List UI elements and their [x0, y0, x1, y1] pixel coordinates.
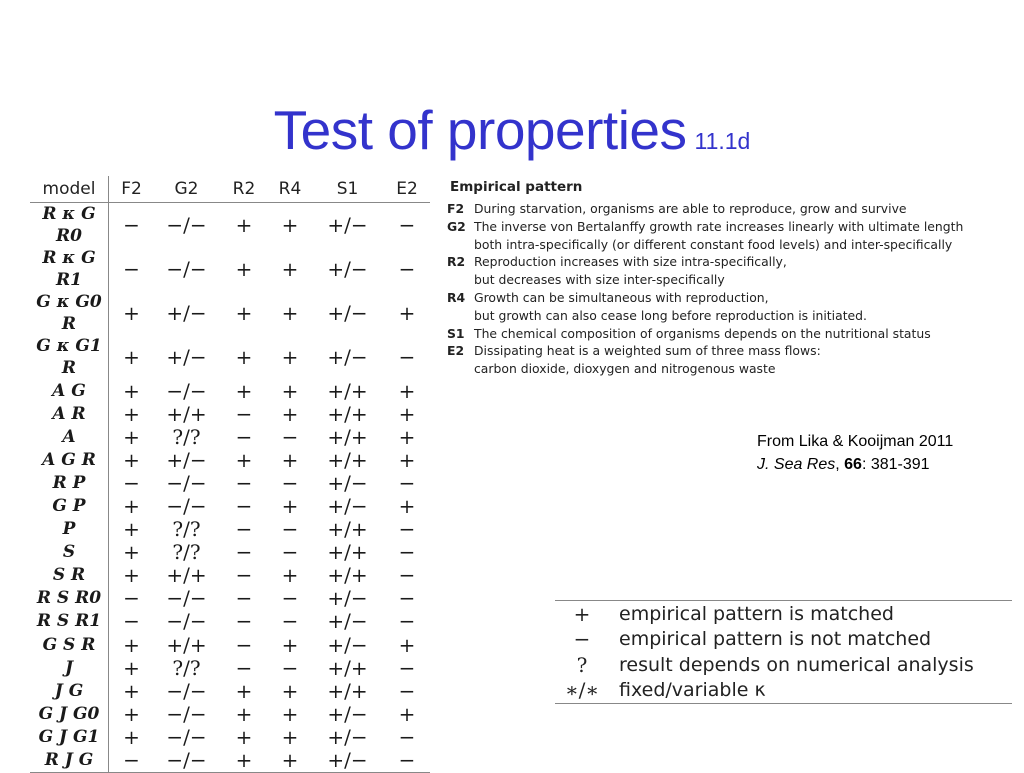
legend-row — [555, 627, 1012, 653]
result-cell-S1: +/− — [311, 749, 384, 773]
result-cell-F2: + — [123, 517, 140, 542]
result-cell-G2: +/− — [166, 301, 207, 325]
result-cell-F2: + — [123, 301, 140, 325]
pattern-code — [447, 236, 474, 254]
model-name-cell: S R — [30, 564, 109, 587]
result-cell-F2: + — [123, 401, 140, 426]
table-row — [30, 564, 430, 587]
result-cell-R2: + — [219, 749, 269, 773]
pattern-code: R2 — [447, 254, 466, 270]
table-row — [30, 518, 430, 541]
column-header-G2: G2 — [154, 176, 219, 203]
result-cell-R2: − — [235, 586, 253, 611]
result-cell-R2: − — [235, 517, 253, 542]
model-name-cell: R κ G R0 — [30, 203, 109, 248]
result-cell-R2: − — [235, 540, 253, 565]
result-cell-R4: + — [281, 378, 299, 403]
table-row — [30, 379, 430, 402]
empirical-pattern-item — [447, 253, 1017, 271]
pattern-code: E2 — [447, 343, 465, 359]
pattern-description: During starvation, organisms are able to reproduce, grow and survive — [474, 201, 907, 216]
result-cell-F2: − — [123, 213, 140, 237]
result-cell-F2: + — [123, 632, 140, 657]
result-cell-E2: − — [398, 609, 416, 634]
citation-volume: 66 — [844, 456, 862, 473]
result-cell-G2: ?/? — [172, 517, 201, 542]
citation-source: From Lika & Kooijman 2011 — [757, 433, 954, 450]
empirical-pattern-item — [447, 307, 1017, 325]
result-cell-G2: +/+ — [166, 401, 207, 426]
result-cell-S1: +/+ — [327, 563, 368, 588]
table-row — [30, 725, 430, 748]
result-cell-R4: + — [269, 749, 311, 773]
result-cell-G2: −/− — [166, 257, 207, 281]
slide-title — [0, 98, 1024, 162]
result-cell-S1: +/+ — [327, 540, 368, 565]
result-cell-G2: −/− — [166, 378, 207, 403]
properties-table — [30, 176, 430, 773]
result-cell-E2: + — [398, 447, 416, 472]
table-body — [30, 203, 430, 773]
result-cell-S1: +/− — [327, 345, 368, 369]
column-header-R4: R4 — [269, 176, 311, 203]
result-cell-R2: + — [235, 678, 253, 703]
result-cell-R4: − — [281, 609, 299, 634]
model-name-cell: R J G — [30, 749, 109, 773]
empirical-pattern-item — [447, 325, 1017, 343]
result-cell-E2: − — [398, 655, 416, 680]
pattern-code: F2 — [447, 201, 465, 216]
result-cell-R4: + — [281, 701, 299, 726]
model-name-cell: G κ G1 R — [30, 335, 109, 379]
result-cell-S1: +/− — [327, 470, 368, 495]
result-cell-E2: − — [398, 470, 416, 495]
citation-pages: : 381-391 — [861, 456, 930, 473]
result-cell-R4: + — [281, 257, 299, 281]
result-cell-R4: + — [281, 678, 299, 703]
result-cell-G2: +/− — [166, 447, 207, 472]
result-cell-R4: − — [281, 424, 299, 449]
column-header-model: model — [30, 176, 109, 203]
result-cell-F2: + — [123, 378, 140, 403]
result-cell-R4: + — [281, 447, 299, 472]
result-cell-F2: + — [123, 424, 140, 449]
legend-description: empirical pattern is not matched — [619, 628, 932, 651]
result-cell-S1: +/+ — [327, 447, 368, 472]
result-cell-E2: − — [398, 724, 416, 749]
result-cell-G2: ?/? — [172, 424, 201, 449]
pattern-code — [447, 307, 474, 325]
pattern-description: Reproduction increases with size intra-specifically, — [474, 254, 787, 270]
pattern-description: but growth can also cease long before reproduction is initiated. — [474, 307, 867, 323]
result-cell-F2: + — [123, 447, 140, 472]
result-cell-R2: − — [235, 609, 253, 634]
result-cell-E2: − — [384, 749, 430, 773]
result-cell-R4: + — [281, 632, 299, 657]
pattern-description: but decreases with size inter-specifically — [474, 272, 725, 288]
legend-row — [555, 601, 1012, 627]
result-cell-S1: +/− — [327, 301, 368, 325]
result-cell-R4: − — [281, 470, 299, 495]
result-cell-R2: + — [235, 345, 253, 369]
model-name-cell: J — [30, 656, 109, 679]
result-cell-G2: −/− — [166, 494, 207, 519]
result-cell-G2: ?/? — [172, 655, 201, 680]
result-cell-S1: +/− — [327, 632, 368, 657]
result-cell-E2: + — [398, 301, 416, 325]
result-cell-S1: +/− — [327, 213, 368, 237]
result-cell-G2: −/− — [154, 749, 219, 773]
table-row — [30, 702, 430, 725]
result-cell-R2: + — [235, 701, 253, 726]
pattern-description: Growth can be simultaneous with reproduction, — [474, 289, 769, 305]
table-row — [30, 656, 430, 679]
result-cell-E2: − — [398, 540, 416, 565]
citation-separator: , — [835, 456, 845, 473]
result-cell-S1: +/− — [327, 701, 368, 726]
result-cell-F2: − — [123, 257, 140, 281]
result-cell-F2: + — [123, 701, 140, 726]
citation — [757, 430, 953, 476]
result-cell-S1: +/− — [327, 609, 368, 634]
legend-description: empirical pattern is matched — [619, 602, 894, 625]
table-row — [30, 471, 430, 494]
result-cell-E2: + — [398, 401, 416, 426]
result-cell-F2: − — [123, 586, 140, 611]
table-row — [30, 679, 430, 702]
empirical-pattern-item — [447, 342, 1017, 360]
result-cell-E2: − — [398, 586, 416, 611]
model-name-cell: R κ G R1 — [30, 247, 109, 291]
table-row — [30, 402, 430, 425]
empirical-pattern-item — [447, 218, 1017, 236]
model-name-cell: G κ G0 R — [30, 291, 109, 335]
result-cell-S1: +/− — [327, 724, 368, 749]
table-header-row — [30, 176, 430, 203]
result-cell-R2: + — [235, 301, 253, 325]
result-cell-R4: + — [281, 724, 299, 749]
table-row — [30, 749, 430, 773]
result-cell-F2: − — [123, 470, 140, 495]
legend-description: result depends on numerical analysis — [619, 653, 974, 676]
model-name-cell: R P — [30, 471, 109, 494]
empirical-pattern-item — [447, 360, 1017, 378]
result-cell-R2: − — [235, 470, 253, 495]
model-name-cell: A G — [30, 379, 109, 402]
table-row — [30, 425, 430, 448]
result-cell-R2: + — [235, 447, 253, 472]
result-cell-S1: +/− — [327, 257, 368, 281]
result-cell-S1: +/+ — [327, 517, 368, 542]
result-cell-R4: + — [281, 401, 299, 426]
result-cell-R2: + — [235, 378, 253, 403]
model-name-cell: G J G0 — [30, 702, 109, 725]
result-cell-R2: − — [235, 655, 253, 680]
legend-symbol: ? — [576, 652, 588, 677]
result-cell-S1: +/+ — [327, 655, 368, 680]
result-cell-R4: − — [281, 655, 299, 680]
result-cell-G2: +/+ — [166, 632, 207, 657]
result-cell-G2: ?/? — [172, 540, 201, 565]
result-cell-E2: − — [398, 678, 416, 703]
result-cell-E2: + — [398, 701, 416, 726]
result-cell-S1: +/+ — [327, 424, 368, 449]
table-row — [30, 610, 430, 633]
column-header-F2: F2 — [109, 176, 155, 203]
legend-symbol: − — [573, 627, 591, 652]
legend-body — [555, 601, 1012, 704]
result-cell-F2: + — [123, 563, 140, 588]
citation-journal: J. Sea Res — [757, 456, 836, 473]
empirical-pattern-item — [447, 236, 1017, 254]
result-cell-E2: − — [398, 257, 416, 281]
result-cell-G2: −/− — [166, 724, 207, 749]
result-cell-R2: − — [235, 632, 253, 657]
result-cell-R4: − — [281, 517, 299, 542]
empirical-pattern-item — [447, 271, 1017, 289]
model-name-cell: A G R — [30, 448, 109, 471]
result-cell-R4: + — [281, 213, 299, 237]
table-row — [30, 633, 430, 656]
table-row — [30, 448, 430, 471]
model-name-cell: G J G1 — [30, 725, 109, 748]
table-row — [30, 494, 430, 517]
result-cell-R2: − — [235, 401, 253, 426]
result-cell-G2: −/− — [166, 586, 207, 611]
result-cell-G2: −/− — [166, 701, 207, 726]
model-name-cell: R S R1 — [30, 610, 109, 633]
model-name-cell: P — [30, 518, 109, 541]
symbol-legend — [555, 600, 1012, 704]
result-cell-F2: + — [123, 724, 140, 749]
result-cell-E2: − — [398, 517, 416, 542]
result-cell-S1: +/− — [327, 494, 368, 519]
result-cell-G2: −/− — [166, 609, 207, 634]
title-section-number: 11.1d — [694, 128, 751, 154]
pattern-code: G2 — [447, 218, 466, 234]
empirical-pattern-panel — [447, 179, 1017, 378]
result-cell-R2: − — [235, 563, 253, 588]
result-cell-F2: + — [123, 494, 140, 519]
result-cell-E2: + — [398, 378, 416, 403]
result-cell-R4: + — [281, 563, 299, 588]
empirical-pattern-heading: Empirical pattern — [450, 179, 583, 195]
result-cell-R2: + — [235, 257, 253, 281]
result-cell-F2: + — [123, 655, 140, 680]
empirical-pattern-item — [447, 289, 1017, 307]
table-row — [30, 587, 430, 610]
pattern-code: R4 — [447, 289, 466, 305]
pattern-code — [447, 360, 474, 378]
pattern-description: carbon dioxide, dioxygen and nitrogenous waste — [474, 361, 776, 377]
result-cell-E2: − — [398, 563, 416, 588]
pattern-code — [447, 271, 474, 289]
table-row — [30, 247, 430, 291]
citation-reference — [757, 453, 953, 476]
result-cell-F2: − — [109, 749, 155, 773]
column-header-E2: E2 — [384, 176, 430, 203]
result-cell-G2: −/− — [166, 213, 207, 237]
model-name-cell: S — [30, 541, 109, 564]
result-cell-E2: + — [398, 424, 416, 449]
result-cell-G2: +/− — [166, 345, 207, 369]
result-cell-G2: −/− — [166, 678, 207, 703]
empirical-pattern-item — [447, 200, 1017, 218]
result-cell-S1: +/+ — [327, 378, 368, 403]
column-header-S1: S1 — [311, 176, 384, 203]
table-row — [30, 335, 430, 379]
result-cell-S1: +/− — [327, 586, 368, 611]
pattern-description: Dissipating heat is a weighted sum of three mass flows: — [474, 343, 821, 359]
result-cell-S1: +/+ — [327, 678, 368, 703]
model-name-cell: A — [30, 425, 109, 448]
legend-row — [555, 652, 1012, 678]
result-cell-F2: + — [123, 345, 140, 369]
result-cell-R2: + — [235, 724, 253, 749]
pattern-code: S1 — [447, 325, 465, 341]
legend-description: fixed/variable κ — [619, 679, 766, 702]
result-cell-F2: + — [123, 540, 140, 565]
pattern-description: both intra-specifically (or different constant food levels) and inter-specifically — [474, 236, 953, 252]
pattern-description: The chemical composition of organisms depends on the nutritional status — [474, 325, 931, 341]
pattern-description: The inverse von Bertalanffy growth rate increases linearly with ultimate length — [474, 218, 964, 234]
result-cell-R4: + — [281, 345, 299, 369]
legend-row — [555, 678, 1012, 704]
result-cell-R4: − — [281, 540, 299, 565]
result-cell-R4: + — [281, 301, 299, 325]
legend-symbol: + — [573, 601, 591, 626]
result-cell-E2: − — [398, 345, 416, 369]
result-cell-R4: − — [281, 586, 299, 611]
model-name-cell: J G — [30, 679, 109, 702]
result-cell-F2: − — [123, 609, 140, 634]
table-row — [30, 541, 430, 564]
result-cell-R2: − — [235, 424, 253, 449]
table-row — [30, 291, 430, 335]
model-name-cell: R S R0 — [30, 587, 109, 610]
result-cell-S1: +/+ — [327, 401, 368, 426]
result-cell-E2: + — [398, 494, 416, 519]
result-cell-R2: + — [235, 213, 253, 237]
legend-symbol: ∗/∗ — [565, 678, 599, 703]
empirical-pattern-list — [447, 200, 1017, 378]
model-name-cell: G S R — [30, 633, 109, 656]
result-cell-R4: + — [281, 494, 299, 519]
result-cell-G2: +/+ — [166, 563, 207, 588]
result-cell-F2: + — [123, 678, 140, 703]
table-row — [30, 203, 430, 248]
title-text: Test of properties — [273, 99, 687, 161]
model-name-cell: G P — [30, 494, 109, 517]
result-cell-E2: − — [398, 213, 416, 237]
result-cell-E2: + — [398, 632, 416, 657]
column-header-R2: R2 — [219, 176, 269, 203]
result-cell-G2: −/− — [166, 470, 207, 495]
result-cell-R2: − — [235, 494, 253, 519]
model-name-cell: A R — [30, 402, 109, 425]
